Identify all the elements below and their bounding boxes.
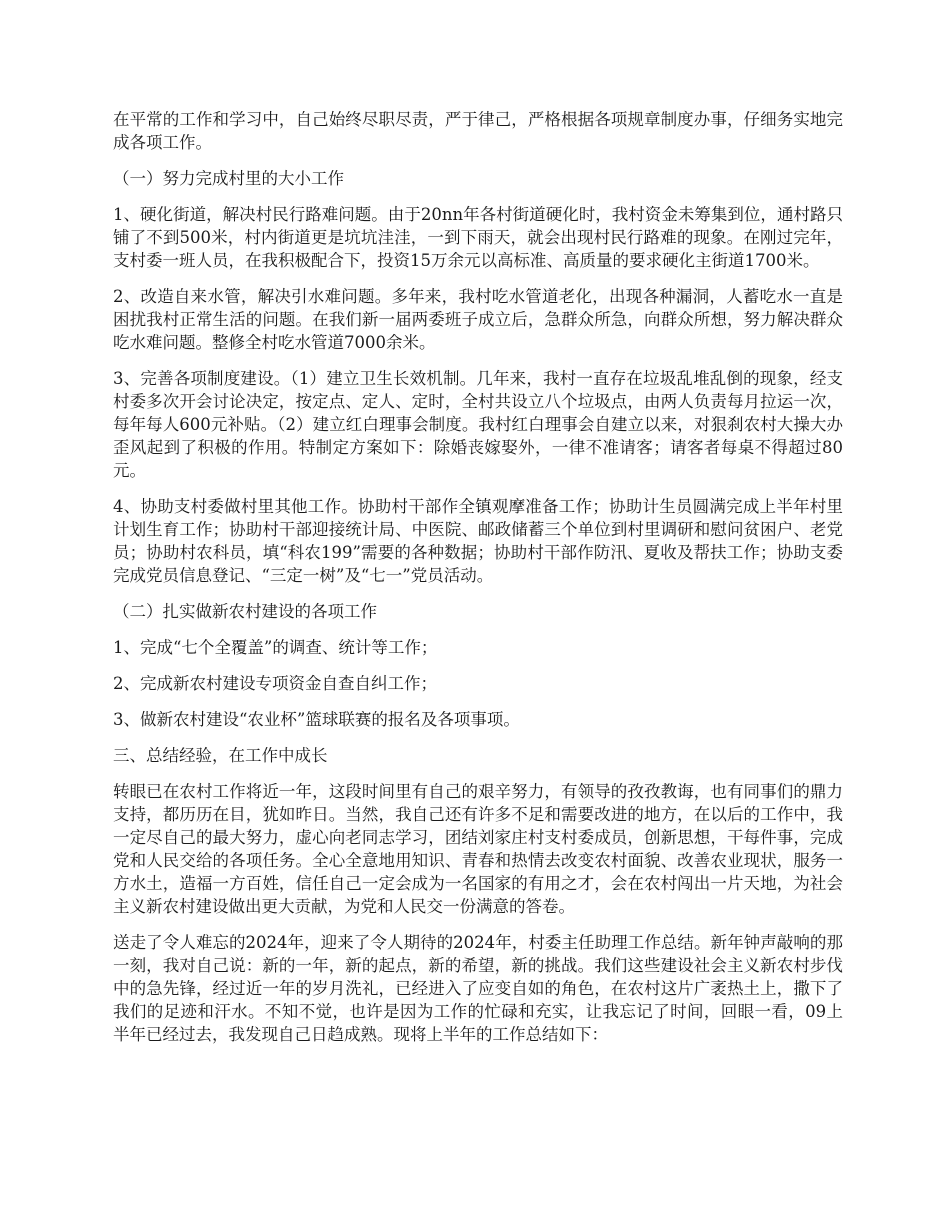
list-item-1: 1、完成“七个全覆盖”的调查、统计等工作； [113, 638, 438, 657]
section-heading-3: 三、总结经验，在工作中成长 [113, 746, 328, 765]
intro-paragraph: 在平常的工作和学习中，自己始终尽职尽责，严于律己，严格根据各项规章制度办事，仔细务实地完成各项工作。 [113, 110, 843, 152]
item-paragraph-4: 4、协助支村委做村里其他工作。协助村干部作全镇观摩准备工作；协助计生员圆满完成上半年村里计划生育工作；协助村干部迎接统计局、中医院、邮政储蓄三个单位到村里调研和慰问贫困户、老党员；协助村农科员，填“科农199”需要的各种数据；协助村干部作防汛、夏收及帮扶工作；协助支委完成党员信息登记、“三定一树”及“七一”党员活动。 [113, 497, 843, 585]
summary-paragraph: 转眼已在农村工作将近一年，这段时间里有自己的艰辛努力，有领导的孜孜教诲，也有同事们的鼎力支持，都历历在目，犹如昨日。当然，我自己还有许多不足和需要改进的地方，在以后的工作中，我一定尽自己的最大努力，虚心向老同志学习，团结刘家庄村支村委成员，创新思想，干每件事，完成党和人民交给的各项任务。全心全意地用知识、青春和热情去改变农村面貌、改善农业现状，服务一方水土，造福一方百姓，信任自己一定会成为一名国家的有用之才，会在农村闯出一片天地，为社会主义新农村建设做出更大贡献，为党和人民交一份满意的答卷。 [113, 782, 843, 916]
section-heading-2: （二）扎实做新农村建设的各项工作 [113, 602, 377, 621]
item-paragraph-2: 2、改造自来水管，解决引水难问题。多年来，我村吃水管道老化，出现各种漏洞，人蓄吃水一直是困扰我村正常生活的问题。在我们新一届两委班子成立后，急群众所急，向群众所想，努力解决群众吃水难问题。整修全村吃水管道7000余米。 [113, 287, 843, 352]
section-heading-1: （一）努力完成村里的大小工作 [113, 169, 344, 188]
list-item-2: 2、完成新农村建设专项资金自查自纠工作； [113, 674, 437, 693]
closing-paragraph: 送走了令人难忘的2024年，迎来了令人期待的2024年，村委主任助理工作总结。新年钟声敲响的那一刻，我对自己说：新的一年，新的起点，新的希望，新的挑战。我们这些建设社会主义新农村步伐中的急先锋，经过近一年的岁月洗礼，已经进入了应变自如的角色，在农村这片广袤热土上，撒下了我们的足迹和汗水。不知不觉，也许是因为工作的忙碌和充实，让我忘记了时间，回眼一看，09上半年已经过去，我发现自己日趋成熟。现将上半年的工作总结如下： [113, 933, 843, 1044]
document-body [113, 108, 843, 1059]
item-paragraph-3: 3、完善各项制度建设。（1）建立卫生长效机制。几年来，我村一直存在垃圾乱堆乱倒的现象，经支村委多次开会讨论决定，按定点、定人、定时，全村共设立八个垃圾点，由两人负责每月拉运一次，每年每人600元补贴。（2）建立红白理事会制度。我村红白理事会自建立以来，对狠刹农村大操大办歪风起到了积极的作用。特制定方案如下：除婚丧嫁娶外，一律不准请客；请客者每桌不得超过80元。 [113, 369, 843, 480]
item-paragraph-1: 1、硬化街道，解决村民行路难问题。由于20nn年各村街道硬化时，我村资金未筹集到位，通村路只铺了不到500米，村内街道更是坑坑洼洼，一到下雨天，就会出现村民行路难的现象。在刚过完年，支村委一班人员，在我积极配合下，投资15万余元以高标准、高质量的要求硬化主街道1700米。 [113, 205, 843, 270]
list-item-3: 3、做新农村建设“农业杯”篮球联赛的报名及各项事项。 [113, 710, 520, 729]
